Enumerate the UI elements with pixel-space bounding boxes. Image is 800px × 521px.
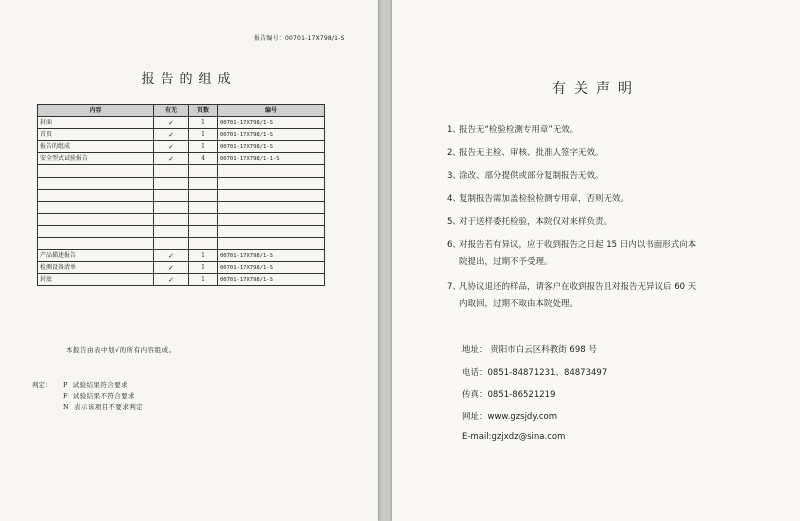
statement-text-continued: 内取回，过期不取由本院处理。	[459, 299, 579, 309]
row-pages	[189, 213, 218, 225]
row-code	[218, 213, 325, 225]
statement-text: 复制报告需加盖检验检测专用章，否则无效。	[459, 194, 630, 204]
checkmark-icon: ✓	[154, 274, 189, 286]
statement-number: 5、	[447, 217, 461, 227]
statement-text: 凡协议退还的样品，请客户在收到报告且对报告无异议后 60 天	[459, 282, 697, 292]
judgement-item	[63, 380, 128, 389]
row-item	[38, 165, 154, 177]
judgement-code: N	[63, 403, 70, 411]
statement-text: 涂改、部分提供或部分复制报告无效。	[459, 171, 604, 181]
statement-item	[447, 122, 787, 139]
row-item	[38, 225, 154, 237]
statement-item	[447, 191, 787, 208]
checkmark-icon: ✓	[154, 153, 189, 165]
contact-email: E-mail:gzjxdz@sina.com	[462, 432, 566, 442]
row-item: 报告的组成	[38, 141, 154, 153]
checkmark-icon: ✓	[154, 262, 189, 274]
judgement-code: P	[63, 381, 68, 389]
row-item: 封底	[38, 274, 154, 286]
row-pages: 1	[189, 250, 218, 262]
statement-title: 有关声明	[552, 81, 640, 97]
row-item	[38, 177, 154, 189]
table-row	[38, 117, 325, 129]
row-item	[38, 213, 154, 225]
row-code: 00701-17X798/1-S	[218, 262, 325, 274]
judgement-text: 试验结果不符合要求	[72, 392, 135, 400]
checkmark-icon: ✓	[154, 250, 189, 262]
row-pages: 1	[189, 129, 218, 141]
statement-text: 报告无主检、审核、批准人签字无效。	[459, 148, 604, 158]
contact-phone: 电话：0851-84871231、84873497	[462, 368, 608, 378]
row-pages: 1	[189, 141, 218, 153]
row-code: 00701-17X798/1-S	[218, 117, 325, 129]
row-code	[218, 165, 325, 177]
table-row	[38, 238, 325, 250]
header-content: 内容	[38, 105, 154, 117]
table-row	[38, 225, 325, 237]
statement-item	[447, 145, 787, 162]
header-has: 有无	[154, 105, 189, 117]
right-page	[392, 0, 800, 521]
checkmark-icon: ✓	[154, 141, 189, 153]
statement-number: 6、	[447, 240, 461, 250]
row-pages	[189, 177, 218, 189]
table-row	[38, 262, 325, 274]
judgement-item	[63, 402, 143, 411]
judgement-text: 试验结果符合要求	[72, 381, 128, 389]
table-row	[38, 201, 325, 213]
report-number: 报告编号：00701-17X798/1-S	[254, 35, 345, 42]
row-code	[218, 189, 325, 201]
table-header-row	[38, 105, 325, 117]
row-pages	[189, 189, 218, 201]
statement-item	[447, 214, 787, 231]
table-row	[38, 250, 325, 262]
row-pages: 1	[189, 262, 218, 274]
statement-number: 1、	[447, 125, 461, 135]
table-row	[38, 165, 325, 177]
statement-number: 7、	[447, 282, 461, 292]
statement-number: 4、	[447, 194, 461, 204]
table-row	[38, 189, 325, 201]
row-code: 00701-17X798/1-S	[218, 250, 325, 262]
row-pages: 1	[189, 117, 218, 129]
row-has	[154, 201, 189, 213]
row-code	[218, 225, 325, 237]
header-code: 编号	[218, 105, 325, 117]
contact-website: 网址：www.gzsjdy.com	[462, 412, 557, 422]
row-pages	[189, 225, 218, 237]
row-has	[154, 225, 189, 237]
statement-number: 2、	[447, 148, 461, 158]
row-code: 00701-17X798/1-S	[218, 141, 325, 153]
contact-fax: 传真：0851-86521219	[462, 390, 556, 400]
row-item	[38, 189, 154, 201]
table-row	[38, 274, 325, 286]
row-item: 首页	[38, 129, 154, 141]
row-item: 产品描述报告	[38, 250, 154, 262]
table-row	[38, 177, 325, 189]
row-pages	[189, 201, 218, 213]
statement-number: 3、	[447, 171, 461, 181]
statement-text: 对报告若有异议，应于收到报告之日起 15 日内以书面形式向本	[459, 240, 697, 250]
judgement-label: 判定：	[32, 381, 52, 389]
row-code	[218, 177, 325, 189]
row-item	[38, 201, 154, 213]
statement-item	[447, 279, 787, 313]
judgement-code: F	[63, 392, 68, 400]
row-has	[154, 238, 189, 250]
checkmark-icon: ✓	[154, 117, 189, 129]
statement-item	[447, 168, 787, 185]
row-code: 00701-17X798/1-S	[218, 274, 325, 286]
row-item: 检测设备清单	[38, 262, 154, 274]
judgement-text: 表示该项目不要求判定	[74, 403, 144, 411]
row-has	[154, 189, 189, 201]
row-pages	[189, 238, 218, 250]
row-has	[154, 213, 189, 225]
table-row	[38, 141, 325, 153]
row-item: 封面	[38, 117, 154, 129]
row-code: 00701-17X798/1-1-S	[218, 153, 325, 165]
row-has	[154, 177, 189, 189]
row-pages	[189, 165, 218, 177]
judgement-item	[63, 391, 135, 400]
row-code	[218, 238, 325, 250]
row-pages: 1	[189, 274, 218, 286]
header-pages: 页数	[189, 105, 218, 117]
composition-note: 本报告由表中划√的所有内容组成。	[66, 346, 176, 354]
checkmark-icon: ✓	[154, 129, 189, 141]
statement-item	[447, 237, 787, 271]
row-item: 安全型式试验报告	[38, 153, 154, 165]
row-code: 00701-17X798/1-S	[218, 129, 325, 141]
composition-title: 报告的组成	[141, 72, 237, 87]
row-has	[154, 165, 189, 177]
table-row	[38, 153, 325, 165]
contact-address: 地址： 贵阳市白云区科教街 698 号	[462, 345, 597, 355]
row-code	[218, 201, 325, 213]
left-page	[0, 0, 378, 521]
table-row	[38, 213, 325, 225]
statement-text-continued: 院提出，过期不予受理。	[459, 257, 553, 267]
statement-text: 对于送样委托检验，本院仅对来样负责。	[459, 217, 613, 227]
row-item	[38, 238, 154, 250]
statement-text: 报告无“检验检测专用章”无效。	[459, 125, 579, 135]
row-pages: 4	[189, 153, 218, 165]
table-row	[38, 129, 325, 141]
composition-table	[37, 104, 325, 286]
